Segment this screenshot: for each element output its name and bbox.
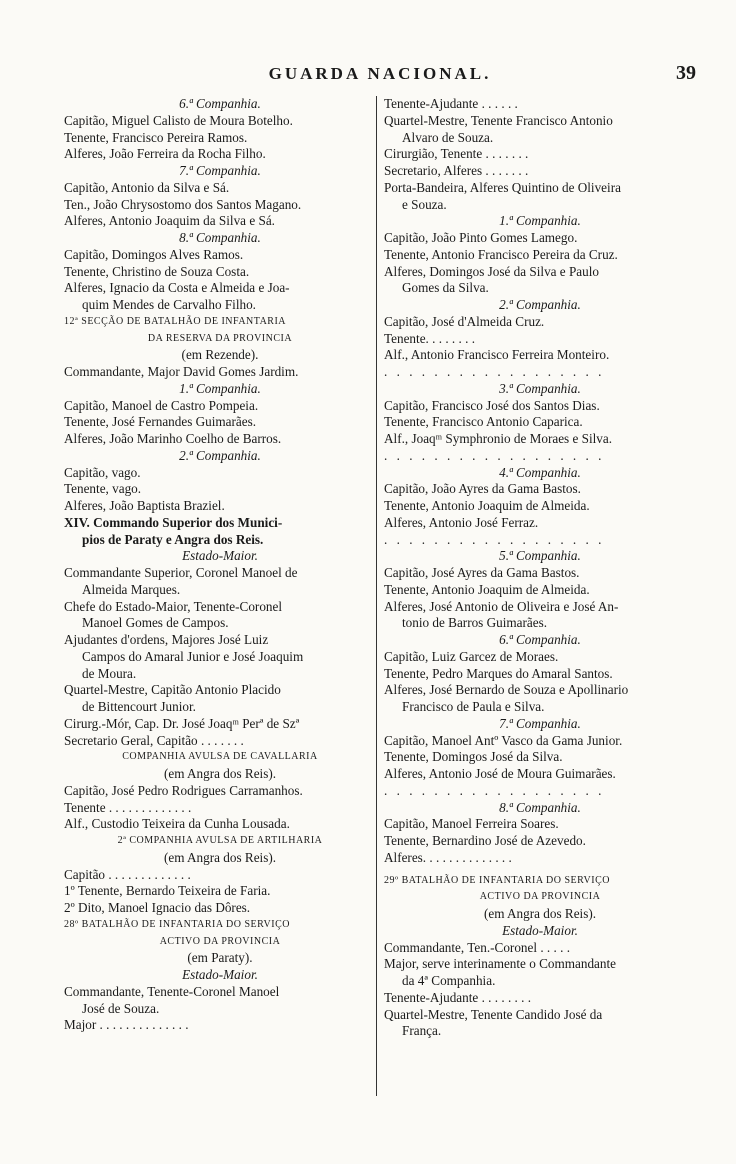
left-column-line: Ten., João Chrysostomo dos Santos Magano. [64, 196, 302, 212]
right-column-line: Capitão, Luiz Garcez de Moraes. [384, 648, 559, 664]
right-column-line: 2.ª Companhia. [499, 297, 581, 312]
left-column-line: 8.ª Companhia. [179, 230, 261, 245]
right-column-line: Tenente, Antonio Joaquim de Almeida. [384, 581, 590, 597]
left-column-line: (em Rezende). [181, 347, 259, 363]
left-column-line: Capitão . . . . . . . . . . . . . [64, 866, 191, 882]
right-column-line: tonio de Barros Guimarães. [402, 615, 548, 631]
right-column-line: Porta-Bandeira, Alferes Quintino de Oliveira [384, 179, 621, 195]
left-column-line: Alferes, João Marinho Coelho de Barros. [64, 431, 282, 446]
right-column-line: Capitão, José Ayres da Gama Bastos. [384, 565, 580, 580]
running-title: GUARDA NACIONAL. [268, 64, 492, 83]
right-column-line: Cirurgião, Tenente . . . . . . . [384, 146, 529, 162]
left-column-line: 2ª COMPANHIA AVULSA DE ARTILHARIA [117, 835, 323, 846]
left-column-line: Almeida Marques. [82, 581, 181, 597]
right-column-line: (em Angra dos Reis). [483, 906, 597, 921]
right-column-line: Tenente-Ajudante . . . . . . . . [384, 989, 532, 1005]
page-header [60, 64, 700, 90]
right-column-line: ACTIVO DA PROVINCIA [479, 891, 601, 903]
left-column-line: Capitão, vago. [64, 464, 141, 480]
right-column-line: Tenente, Antonio Francisco Pereira da Cruz. [384, 246, 618, 262]
left-column-line: Tenente, vago. [64, 481, 142, 497]
left-column-line: Alferes, Ignacio da Costa e Almeida e Joa- [64, 280, 290, 296]
right-column-line: Alvaro de Souza. [402, 129, 494, 145]
right-column-line: Tenente, Antonio Joaquim de Almeida. [384, 498, 590, 513]
right-column-line: 8.ª Companhia. [499, 799, 581, 815]
right-column-line: Alf., Antonio Francisco Ferreira Monteiro. [384, 347, 610, 363]
left-column-line: Capitão, José Pedro Rodrigues Carramanhos. [64, 782, 303, 798]
left-column-line: Secretario Geral, Capitão . . . . . . . [64, 732, 244, 748]
right-column-line: 4.ª Companhia. [499, 464, 581, 480]
left-column-line: 12ª SECÇÃO DE BATALHÃO DE INFANTARIA [64, 315, 287, 327]
left-column-line: Tenente . . . . . . . . . . . . . [64, 799, 192, 815]
right-column-line: . . . . . . . . . . . . . . . . . . [384, 531, 605, 547]
right-column-line: Tenente, Pedro Marques do Amaral Santos. [384, 665, 613, 681]
right-column-line: França. [402, 1023, 442, 1039]
right-column-line: Commandante, Ten.-Coronel . . . . . [384, 939, 570, 955]
left-column-line: Chefe do Estado-Maior, Tenente-Coronel [64, 598, 283, 614]
right-column-line: da 4ª Companhia. [402, 973, 496, 988]
left-column-line: Alferes, Antonio Joaquim da Silva e Sá. [64, 213, 275, 229]
left-column-line: Cirurg.-Mór, Cap. Dr. José Joaqᵐ Perª de Szª [64, 715, 300, 731]
left-column-line: Manoel Gomes de Campos. [82, 615, 229, 631]
right-column-line: 3.ª Companhia. [499, 380, 581, 396]
right-column-line: 5.ª Companhia. [499, 548, 581, 564]
left-column-line: 28º BATALHÃO DE INFANTARIA DO SERVIÇO [64, 918, 290, 930]
right-column-line: Alferes. . . . . . . . . . . . . . [384, 849, 512, 865]
right-column-line: Quartel-Mestre, Tenente Candido José da [384, 1006, 603, 1022]
left-column-line: 2.ª Companhia. [179, 447, 261, 463]
right-column-line: Tenente-Ajudante . . . . . . [384, 96, 518, 111]
right-column-line: Alferes, Antonio José Ferraz. [384, 514, 539, 530]
left-column-line: Commandante, Major David Gomes Jardim. [64, 364, 299, 379]
left-column-line: XIV. Commando Superior dos Munici- [64, 514, 283, 530]
right-column-line: Capitão, João Pinto Gomes Lamego. [384, 230, 578, 245]
right-column-line: Capitão, João Ayres da Gama Bastos. [384, 481, 581, 497]
left-column-line: Quartel-Mestre, Capitão Antonio Placido [64, 682, 281, 698]
left-column-line: quim Mendes de Carvalho Filho. [82, 297, 256, 312]
right-column-line: . . . . . . . . . . . . . . . . . . [384, 447, 605, 463]
left-column-line: pios de Paraty e Angra dos Reis. [82, 531, 264, 547]
left-column-line: (em Paraty). [187, 950, 253, 966]
right-column-line: Alferes, José Bernardo de Souza e Apollinario [384, 682, 629, 698]
left-column-line: Capitão, Antonio da Silva e Sá. [64, 179, 230, 195]
right-column-line: Estado-Maior. [502, 922, 578, 938]
left-column-line: 7.ª Companhia. [179, 163, 261, 178]
left-column-line: Tenente, Francisco Pereira Ramos. [64, 129, 248, 145]
left-column [64, 96, 376, 1034]
right-column-line: Tenente. . . . . . . . [384, 330, 475, 346]
left-column-line: 2º Dito, Manoel Ignacio das Dôres. [64, 900, 251, 915]
left-column-line: de Bittencourt Junior. [82, 699, 196, 714]
right-column-line: Gomes da Silva. [402, 280, 489, 296]
right-column-line: 7.ª Companhia. [499, 715, 581, 731]
left-column-line: 1.ª Companhia. [179, 380, 261, 396]
left-column-line: Ajudantes d'ordens, Majores José Luiz [64, 632, 269, 647]
left-column-line: de Moura. [82, 665, 137, 681]
right-column-line: Alferes, José Antonio de Oliveira e José An- [384, 598, 619, 614]
left-column-line: Tenente, José Fernandes Guimarães. [64, 414, 257, 430]
left-column-line: (em Angra dos Reis). [163, 849, 277, 865]
left-column-line: Major . . . . . . . . . . . . . . [64, 1017, 189, 1033]
left-column-line: 6.ª Companhia. [179, 96, 261, 111]
right-column-line: Tenente, Francisco Antonio Caparica. [384, 414, 583, 430]
right-column-line: Alf., Joaqᵐ Symphronio de Moraes e Silva. [384, 431, 613, 446]
right-column-line: Capitão, Manoel Ferreira Soares. [384, 816, 559, 832]
left-column-line: Capitão, Domingos Alves Ramos. [64, 246, 244, 262]
left-column-line: Campos do Amaral Junior e José Joaquim [82, 648, 304, 664]
right-column-line: 1.ª Companhia. [499, 213, 581, 229]
right-column-line: 29º BATALHÃO DE INFANTARIA DO SERVIÇO [384, 874, 610, 886]
right-column-line: Alferes, Domingos José da Silva e Paulo [384, 263, 599, 279]
right-column-line: Francisco de Paula e Silva. [402, 699, 545, 714]
left-column-line: Alferes, João Ferreira da Rocha Filho. [64, 146, 266, 162]
page-number: 39 [676, 62, 696, 84]
right-column-line: e Souza. [402, 196, 447, 212]
left-column-line: DA RESERVA DA PROVINCIA [147, 332, 293, 344]
right-column-line: Tenente, Bernardino José de Azevedo. [384, 833, 586, 848]
right-column-line: Capitão, José d'Almeida Cruz. [384, 313, 545, 329]
right-column-line: Major, serve interinamente o Commandante [384, 956, 617, 972]
left-column-line: ACTIVO DA PROVINCIA [159, 935, 281, 947]
right-column-line: Secretario, Alferes . . . . . . . [384, 163, 529, 178]
left-column-line: 1º Tenente, Bernardo Teixeira de Faria. [64, 883, 271, 899]
left-column-line: Commandante Superior, Coronel Manoel de [64, 565, 298, 580]
left-column-line: Estado-Maior. [182, 967, 258, 982]
right-column [384, 96, 696, 1040]
left-column-line: Alferes, João Baptista Braziel. [64, 498, 225, 513]
left-column-line: José de Souza. [82, 1000, 160, 1016]
right-column-line: 6.ª Companhia. [499, 632, 581, 647]
right-column-line: Tenente, Domingos José da Silva. [384, 749, 563, 765]
left-column-line: Commandante, Tenente-Coronel Manoel [64, 983, 280, 999]
left-column-line: Capitão, Manoel de Castro Pompeia. [64, 397, 259, 413]
left-column-line: COMPANHIA AVULSA DE CAVALLARIA [122, 751, 318, 763]
left-column-line: (em Angra dos Reis). [163, 766, 277, 781]
column-divider [376, 96, 377, 1096]
left-column-line: Capitão, Miguel Calisto de Moura Botelho. [64, 112, 293, 128]
right-column-line: . . . . . . . . . . . . . . . . . . [384, 364, 605, 379]
left-column-line: Tenente, Christino de Souza Costa. [64, 263, 250, 279]
right-column-line: Alferes, Antonio José de Moura Guimarães. [384, 766, 616, 781]
right-column-line: Quartel-Mestre, Tenente Francisco Antonio [384, 112, 613, 128]
left-column-line: Alf., Custodio Teixeira da Cunha Lousada. [64, 816, 290, 832]
right-column-line: Capitão, Manoel Antº Vasco da Gama Junior. [384, 732, 623, 748]
left-column-line: Estado-Maior. [182, 548, 258, 564]
right-column-line: Capitão, Francisco José dos Santos Dias. [384, 397, 600, 413]
right-column-line: . . . . . . . . . . . . . . . . . . [384, 782, 605, 798]
